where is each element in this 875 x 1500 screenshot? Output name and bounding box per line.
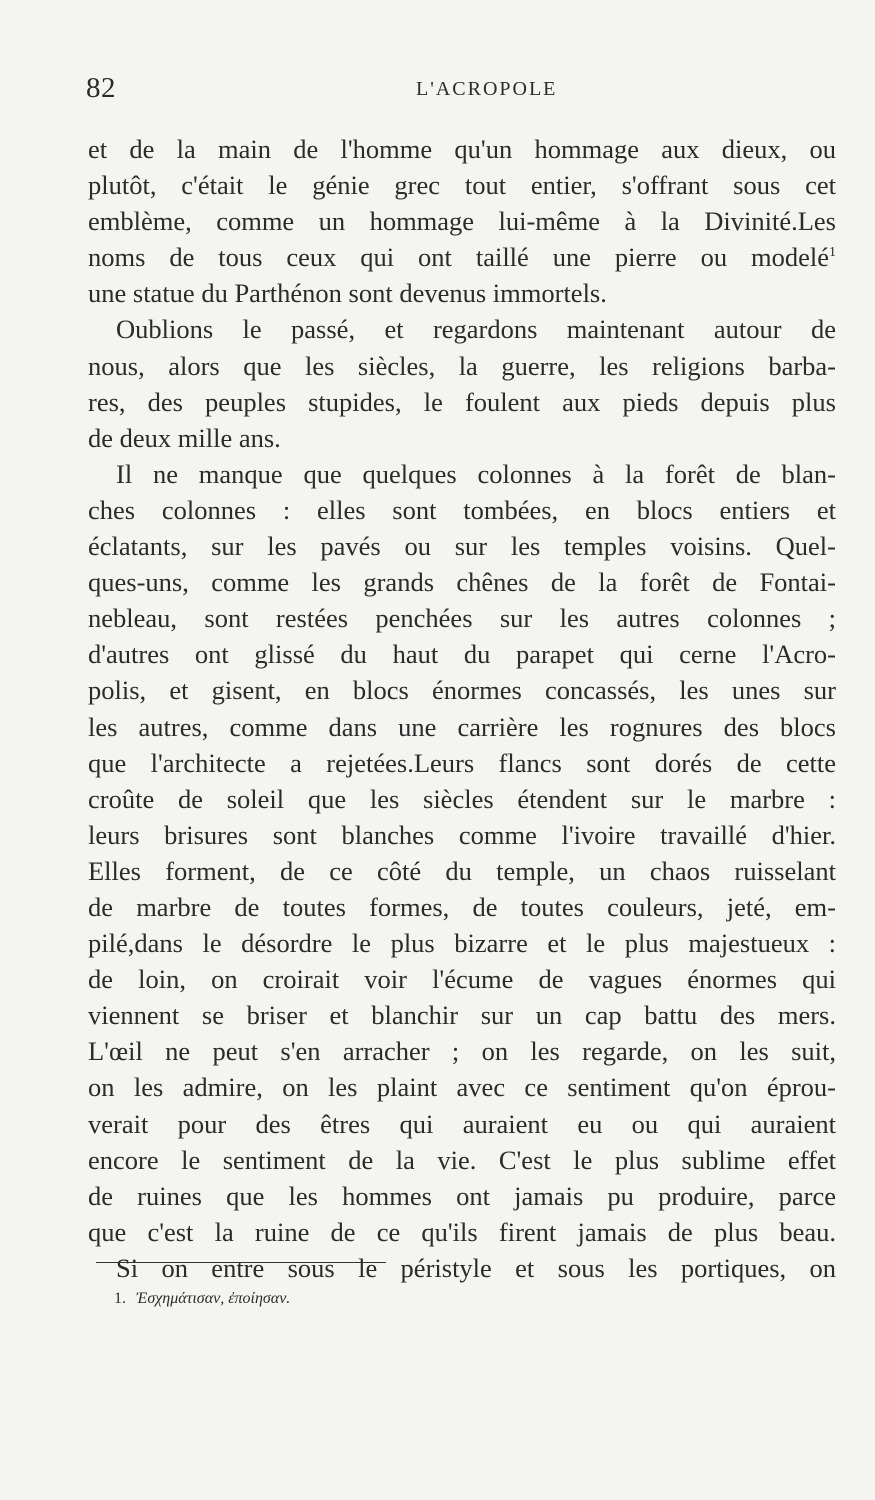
- footnote-text: Ἐσχημάτισαν, ἐποίησαν.: [136, 1290, 291, 1307]
- text-line: les autres, comme dans une carrière les rognures des blocs: [88, 711, 836, 742]
- footnote-divider: [96, 1262, 386, 1263]
- text-line: polis, et gisent, en blocs énormes concassés, les unes sur: [88, 675, 836, 706]
- text-line-with-footnote: [88, 239, 836, 275]
- running-title: L'ACROPOLE: [416, 78, 558, 100]
- text-line: éclatants, sur les pavés ou sur les temples voisins. Quel-: [88, 531, 836, 562]
- text-line: Si on entre sous le péristyle et sous les portiques, on: [116, 1252, 836, 1283]
- text-line: on les admire, on les plaint avec ce sentiment qu'on éprou-: [88, 1072, 836, 1103]
- text-line: de loin, on croirait voir l'écume de vagues énormes qui: [88, 964, 836, 995]
- text-line: que l'architecte a rejetées.Leurs flancs sont dorés de cette: [88, 747, 836, 778]
- footnote-marker: 1: [829, 245, 836, 261]
- text-line: ches colonnes : elles sont tombées, en blocs entiers et: [88, 494, 836, 525]
- text-line: une statue du Parthénon sont devenus immortels.: [88, 278, 607, 309]
- text-line: plutôt, c'était le génie grec tout entier, s'offrant sous cet: [88, 170, 836, 201]
- page-header: [86, 72, 836, 112]
- text-line: croûte de soleil que les siècles étendent sur le marbre :: [88, 783, 836, 814]
- footnote: [114, 1290, 290, 1308]
- text-line-content: noms de tous ceux qui ont taillé une pierre ou modelé: [88, 242, 829, 273]
- text-line: ques-uns, comme les grands chênes de la forêt de Fontai-: [88, 567, 836, 598]
- text-line: Il ne manque que quelques colonnes à la forêt de blan-: [116, 458, 836, 489]
- text-line: de deux mille ans.: [88, 422, 281, 453]
- text-line: nebleau, sont restées penchées sur les autres colonnes ;: [88, 603, 836, 634]
- page-number: 82: [86, 72, 116, 104]
- text-line: res, des peuples stupides, le foulent aux pieds depuis plus: [88, 386, 836, 417]
- text-line: d'autres ont glissé du haut du parapet qui cerne l'Acro-: [88, 639, 836, 670]
- text-line: nous, alors que les siècles, la guerre, les religions barba-: [88, 350, 836, 381]
- body-text: [88, 131, 836, 1286]
- text-line: pilé,dans le désordre le plus bizarre et le plus majestueux :: [88, 928, 836, 959]
- text-line: emblème, comme un hommage lui-même à la Divinité.Les: [88, 206, 836, 237]
- text-line: Oublions le passé, et regardons maintenant autour de: [116, 314, 836, 345]
- text-line: de marbre de toutes formes, de toutes couleurs, jeté, em-: [88, 891, 836, 922]
- footnote-number: 1.: [114, 1290, 126, 1307]
- text-line: viennent se briser et blanchir sur un cap battu des mers.: [88, 1000, 836, 1031]
- text-line: et de la main de l'homme qu'un hommage aux dieux, ou: [88, 134, 836, 164]
- text-line: verait pour des êtres qui auraient eu ou qui auraient: [88, 1108, 836, 1139]
- text-line: encore le sentiment de la vie. C'est le plus sublime effet: [88, 1144, 836, 1175]
- text-line: que c'est la ruine de ce qu'ils firent jamais de plus beau.: [88, 1216, 836, 1247]
- text-line: L'œil ne peut s'en arracher ; on les regarde, on les suit,: [88, 1036, 836, 1067]
- text-line: Elles forment, de ce côté du temple, un chaos ruisselant: [88, 855, 836, 886]
- text-line: leurs brisures sont blanches comme l'ivoire travaillé d'hier.: [88, 819, 836, 850]
- text-line: de ruines que les hommes ont jamais pu produire, parce: [88, 1180, 836, 1211]
